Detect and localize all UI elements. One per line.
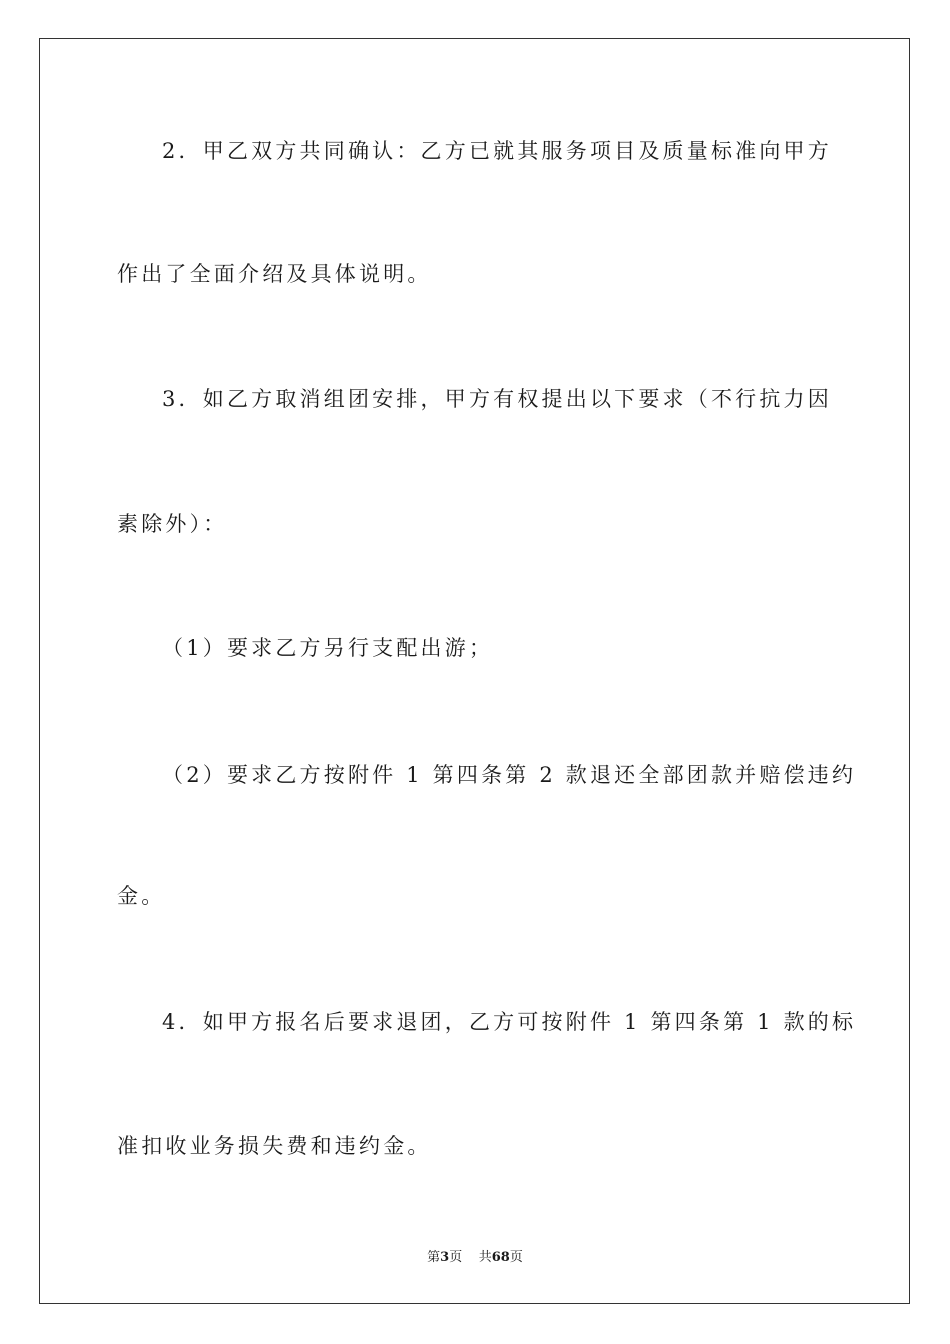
page-footer [0, 1246, 950, 1265]
page-frame [39, 38, 910, 1304]
paragraph-3-line-2: 素除外）： [117, 512, 228, 536]
paragraph-4-line-2: 准扣收业务损失费和违约金。 [117, 1134, 432, 1158]
footer-page-suffix: 页 [449, 1250, 463, 1265]
paragraph-3-line-1: 3．如乙方取消组团安排，甲方有权提出以下要求（不行抗力因 [162, 387, 832, 411]
footer-total-prefix: 共 [478, 1250, 492, 1265]
paragraph-2-line-2: 作出了全面介绍及具体说明。 [117, 262, 432, 286]
paragraph-2-line-1: 2．甲乙双方共同确认：乙方已就其服务项目及质量标准向甲方 [162, 139, 832, 163]
footer-page-prefix: 第 [427, 1250, 441, 1265]
item-2-line-2: 金。 [117, 884, 166, 908]
footer-total-number: 68 [491, 1250, 510, 1265]
item-2-line-1: （2）要求乙方按附件 1 第四条第 2 款退还全部团款并赔偿违约 [162, 763, 857, 787]
item-1-line: （1）要求乙方另行支配出游； [162, 636, 494, 660]
footer-total-suffix: 页 [509, 1250, 523, 1265]
paragraph-4-line-1: 4．如甲方报名后要求退团，乙方可按附件 1 第四条第 1 款的标 [162, 1010, 857, 1034]
footer-page-number: 3 [440, 1250, 450, 1265]
